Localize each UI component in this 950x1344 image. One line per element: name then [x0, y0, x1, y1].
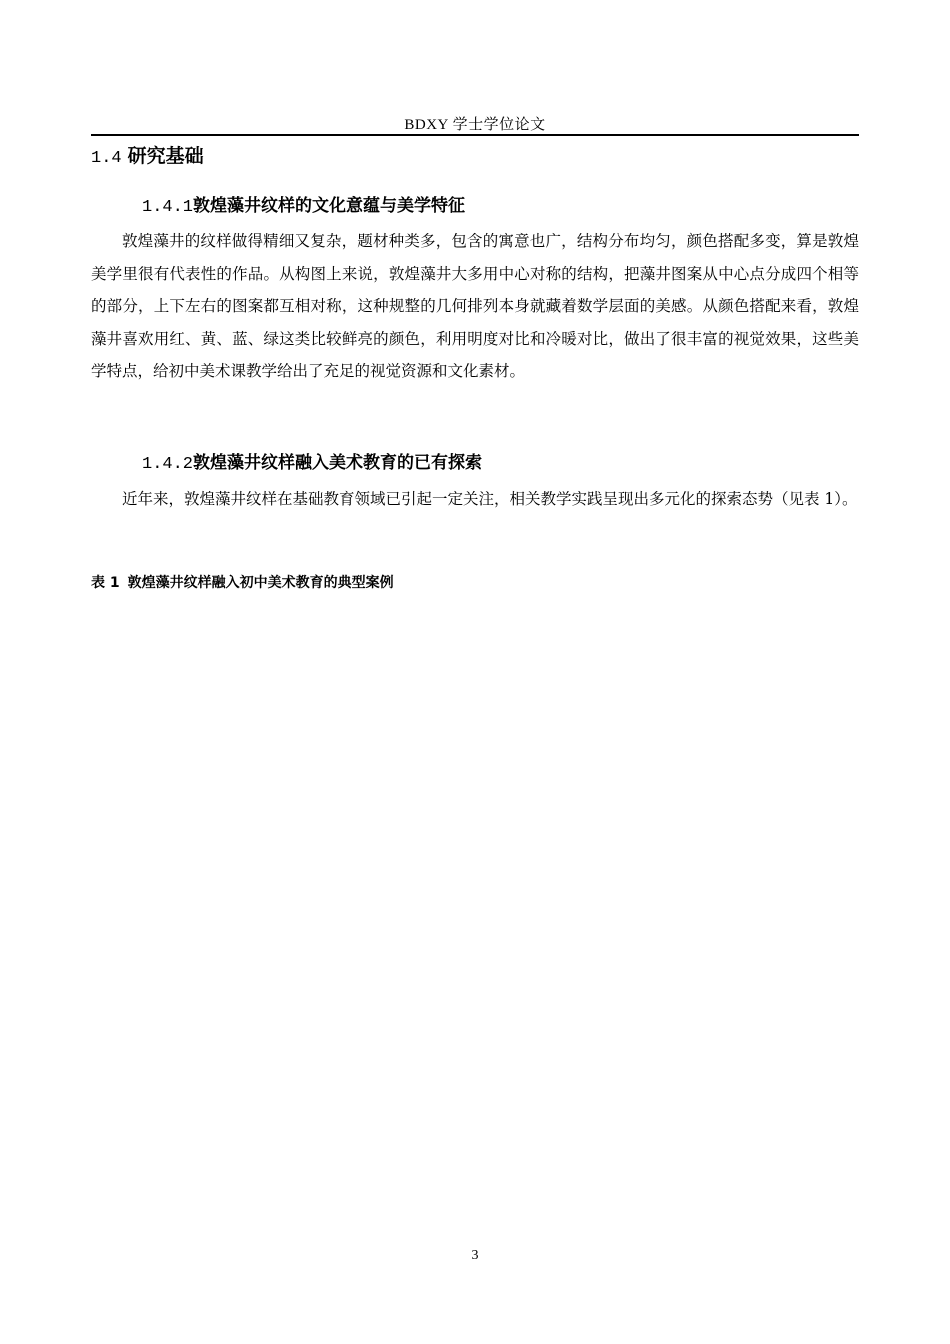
- running-header: BDXY 学士学位论文: [404, 117, 546, 133]
- subsection-title: 敦煌藻井纹样融入美术教育的已有探索: [193, 453, 483, 473]
- body-paragraph-1: 敦煌藻井的纹样做得精细又复杂，题材种类多，包含的寓意也广，结构分布均匀，颜色搭配多变，算是敦煌美学里很有代表性的作品。从构图上来说，敦煌藻井大多用中心对称的结构，把藻井图案从中心点分成四个相等的部分，上下左右的图案都互相对称，这种规整的几何排列本身就藏着数学层面的美感。从颜色搭配来看，敦煌藻井喜欢用红、黄、蓝、绿这类比较鲜亮的颜色，利用明度对比和冷暖对比，做出了很丰富的视觉效果，这些美学特点，给初中美术课教学给出了充足的视觉资源和文化素材。: [91, 232, 859, 381]
- section-heading: [91, 144, 204, 171]
- subsection-title: 敦煌藻井纹样的文化意蕴与美学特征: [193, 196, 466, 216]
- table-caption-label: 表 1: [91, 575, 120, 591]
- section-number: 1.4: [91, 149, 122, 168]
- subsection-number: 1.4.1: [142, 198, 194, 217]
- header-rule: [91, 134, 859, 136]
- subsection-heading-1: [142, 195, 465, 219]
- subsection-number: 1.4.2: [142, 455, 194, 474]
- subsection-heading-2: [142, 452, 482, 476]
- table-caption: [91, 574, 394, 592]
- table-caption-text: 敦煌藻井纹样融入初中美术教育的典型案例: [127, 575, 394, 591]
- page-number: 3: [471, 1248, 479, 1263]
- body-paragraph-2: 近年来，敦煌藻井纹样在基础教育领域已引起一定关注，相关教学实践呈现出多元化的探索态势（见表 1）。: [122, 490, 858, 508]
- section-title: 研究基础: [127, 145, 204, 167]
